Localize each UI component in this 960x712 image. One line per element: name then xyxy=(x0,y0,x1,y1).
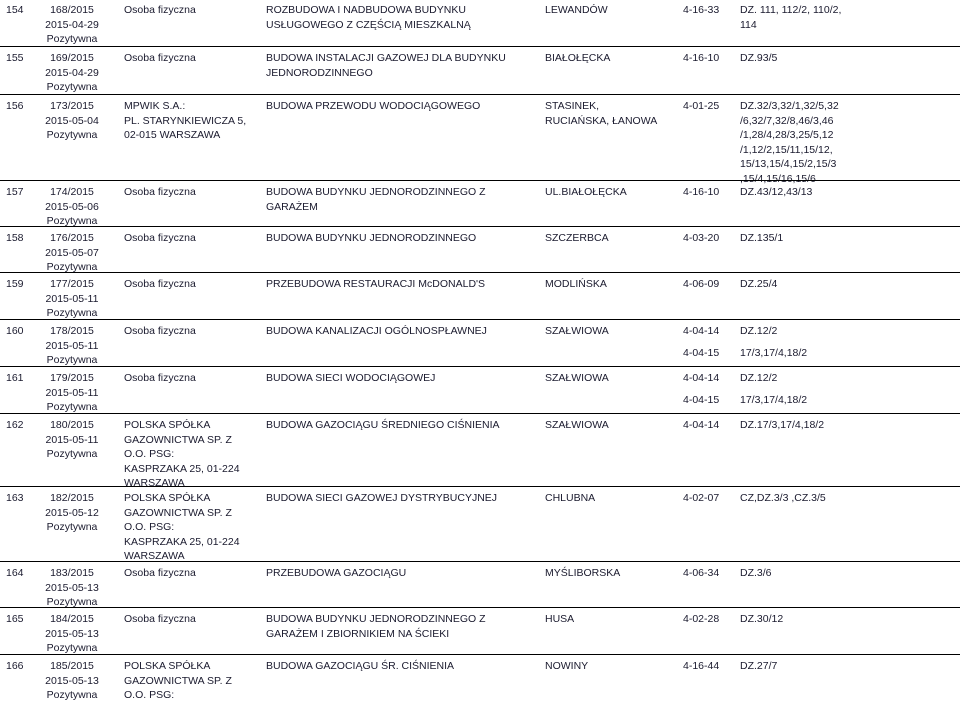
project-description-line: PRZEBUDOWA GAZOCIĄGU xyxy=(266,567,407,579)
investor-line: GAZOWNICTWA SP. Z xyxy=(124,674,232,687)
decision-info xyxy=(37,491,107,535)
decision-info xyxy=(37,566,107,610)
location xyxy=(545,418,609,433)
decision-info xyxy=(37,51,107,95)
project-description-line: GARAŻEM xyxy=(266,200,318,213)
location xyxy=(545,231,609,246)
investor-line: Osoba fizyczna xyxy=(124,372,196,384)
precinct-code xyxy=(683,659,719,674)
precinct-code xyxy=(683,277,719,292)
decision-info-line: 2015-05-11 xyxy=(45,292,99,305)
precinct-code-line: 4-03-20 xyxy=(683,232,720,244)
plot-numbers xyxy=(740,3,841,32)
plot-numbers-line: /1,28/4,28/3,25/5,12 xyxy=(740,129,834,142)
table-row xyxy=(0,607,960,655)
project-description xyxy=(266,566,406,581)
plot-numbers xyxy=(740,185,812,200)
investor-line: KASPRZAKA 25, 01-224 xyxy=(124,535,240,548)
precinct-code: 4-04-15 xyxy=(683,394,720,406)
project-description xyxy=(266,51,506,80)
decision-info-line: Pozytywna xyxy=(46,596,98,609)
project-description xyxy=(266,659,454,674)
table-row xyxy=(0,561,960,608)
decision-info-line: 183/2015 xyxy=(50,567,94,579)
investor-line: Osoba fizyczna xyxy=(124,4,196,16)
precinct-code xyxy=(683,51,719,66)
investor xyxy=(124,491,240,564)
location xyxy=(545,324,609,339)
table-row xyxy=(0,486,960,562)
decision-info-line: 2015-05-11 xyxy=(45,433,99,446)
project-description xyxy=(266,418,500,433)
record-number: 155 xyxy=(6,52,24,64)
location-line: UL.BIAŁOŁĘCKA xyxy=(545,186,627,198)
investor xyxy=(124,185,196,200)
precinct-code xyxy=(683,99,719,114)
project-description-line: ROZBUDOWA I NADBUDOWA BUDYNKU xyxy=(266,4,466,16)
record-number: 158 xyxy=(6,232,24,244)
investor-line: MPWIK S.A.: xyxy=(124,100,186,112)
investor-line: Osoba fizyczna xyxy=(124,325,196,337)
precinct-code: 4-04-15 xyxy=(683,347,720,359)
project-description-line: BUDOWA BUDYNKU JEDNORODZINNEGO xyxy=(266,232,477,244)
plot-numbers-line: CZ,DZ.3/3 ,CZ.3/5 xyxy=(740,492,826,504)
table-row xyxy=(0,226,960,273)
investor xyxy=(124,418,240,491)
project-description xyxy=(266,3,471,32)
investor-line: 02-015 WARSZAWA xyxy=(124,129,221,142)
precinct-code: 4-04-14 xyxy=(683,325,720,337)
project-description xyxy=(266,277,485,292)
precinct-code xyxy=(683,185,719,200)
decision-info-line: 179/2015 xyxy=(50,372,94,384)
investor-line: WARSZAWA xyxy=(124,477,185,490)
plot-numbers-line: DZ.3/6 xyxy=(740,567,772,579)
table-row xyxy=(0,366,960,414)
record-number: 162 xyxy=(6,419,24,431)
record-number: 164 xyxy=(6,567,24,579)
project-description-line: BUDOWA GAZOCIĄGU ŚR. CIŚNIENIA xyxy=(266,660,455,672)
plot-numbers-line: DZ.32/3,32/1,32/5,32 xyxy=(740,100,839,112)
location xyxy=(545,371,609,386)
plot-numbers-line: 114 xyxy=(740,18,757,31)
project-description-line: BUDOWA SIECI WODOCIĄGOWEJ xyxy=(266,372,436,384)
investor-line: Osoba fizyczna xyxy=(124,186,196,198)
investor-line: Osoba fizyczna xyxy=(124,232,196,244)
plot-numbers: DZ.12/2 xyxy=(740,325,778,337)
precinct-code-line: 4-02-07 xyxy=(683,492,720,504)
table-row xyxy=(0,413,960,490)
plot-numbers-line: DZ.135/1 xyxy=(740,232,784,244)
decision-info-line: 174/2015 xyxy=(50,186,94,198)
project-description-line: GARAŻEM I ZBIORNIKIEM NA ŚCIEKI xyxy=(266,627,450,640)
decision-info-line: Pozytywna xyxy=(46,307,98,320)
decision-info xyxy=(37,185,107,229)
plot-numbers xyxy=(740,277,777,292)
record-number: 159 xyxy=(6,278,24,290)
record-number: 166 xyxy=(6,660,24,672)
precinct-code-line: 4-06-34 xyxy=(683,567,720,579)
location xyxy=(545,3,608,18)
location-line: SZAŁWIOWA xyxy=(545,372,609,384)
project-description-line: BUDOWA PRZEWODU WODOCIĄGOWEGO xyxy=(266,100,481,112)
decision-info-line: 2015-05-11 xyxy=(45,339,99,352)
decision-info-line: 182/2015 xyxy=(50,492,94,504)
location-line: BIAŁOŁĘCKA xyxy=(545,52,611,64)
precinct-code-line: 4-06-09 xyxy=(683,278,720,290)
precinct-code xyxy=(683,491,719,506)
investor xyxy=(124,277,196,292)
decision-info-line: 2015-05-04 xyxy=(45,114,99,127)
decision-info-line: 178/2015 xyxy=(50,325,94,337)
plot-numbers-line: /6,32/7,32/8,46/3,46 xyxy=(740,114,834,127)
decision-info-line: Pozytywna xyxy=(46,261,98,274)
investor-line: GAZOWNICTWA SP. Z xyxy=(124,433,232,446)
plot-numbers xyxy=(740,612,783,627)
investor-line: Osoba fizyczna xyxy=(124,52,196,64)
investor xyxy=(124,99,246,143)
location-line: MODLIŃSKA xyxy=(545,278,607,290)
plot-numbers-line: DZ.43/12,43/13 xyxy=(740,186,813,198)
decision-info xyxy=(37,418,107,462)
location-line: STASINEK, xyxy=(545,100,600,112)
precinct-code xyxy=(683,612,719,627)
investor xyxy=(124,371,196,386)
record-number: 160 xyxy=(6,325,24,337)
investor-line: POLSKA SPÓŁKA xyxy=(124,492,211,504)
decision-info-line: Pozytywna xyxy=(46,448,98,461)
decision-info-line: 2015-05-07 xyxy=(45,246,99,259)
investor xyxy=(124,3,196,18)
precinct-code-line: 4-16-10 xyxy=(683,186,720,198)
decision-info-line: Pozytywna xyxy=(46,129,98,142)
location-line: HUSA xyxy=(545,613,575,625)
location-line: NOWINY xyxy=(545,660,589,672)
location-line: MYŚLIBORSKA xyxy=(545,567,621,579)
record-number: 154 xyxy=(6,4,24,16)
decision-info xyxy=(37,659,107,703)
decision-info-line: 2015-05-11 xyxy=(45,386,99,399)
precinct-code-line: 4-16-33 xyxy=(683,4,720,16)
decision-info xyxy=(37,277,107,321)
investor-line: Osoba fizyczna xyxy=(124,567,196,579)
decision-info-line: 2015-04-29 xyxy=(45,18,99,31)
table-row xyxy=(0,0,960,46)
decision-info-line: 2015-05-06 xyxy=(45,200,99,213)
investor xyxy=(124,566,196,581)
project-description-line: PRZEBUDOWA RESTAURACJI McDONALD'S xyxy=(266,278,486,290)
project-description-line: JEDNORODZINNEGO xyxy=(266,66,373,79)
investor xyxy=(124,612,196,627)
project-description xyxy=(266,231,476,246)
investor-line: POLSKA SPÓŁKA xyxy=(124,419,211,431)
investor-line: Osoba fizyczna xyxy=(124,613,196,625)
plot-numbers-line: /1,12/2,15/11,15/12, xyxy=(740,143,833,156)
decision-info-line: 2015-05-12 xyxy=(45,506,99,519)
project-description-line: BUDOWA GAZOCIĄGU ŚREDNIEGO CIŚNIENIA xyxy=(266,419,500,431)
location-line: RUCIAŃSKA, ŁANOWA xyxy=(545,114,658,127)
project-description-line: BUDOWA BUDYNKU JEDNORODZINNEGO Z xyxy=(266,186,486,198)
plot-numbers-line: 15/13,15/4,15/2,15/3 xyxy=(740,158,837,171)
precinct-code-line: 4-04-14 xyxy=(683,419,720,431)
location xyxy=(545,277,607,292)
investor-line: KASPRZAKA 25, 01-224 xyxy=(124,462,240,475)
decision-info-line: 185/2015 xyxy=(50,660,94,672)
plot-numbers: 17/3,17/4,18/2 xyxy=(740,394,808,406)
plot-numbers xyxy=(740,51,777,66)
plot-numbers xyxy=(740,418,824,433)
decision-info-line: 173/2015 xyxy=(50,100,94,112)
precinct-code-line: 4-16-44 xyxy=(683,660,720,672)
plot-numbers xyxy=(740,491,826,506)
record-number: 165 xyxy=(6,613,24,625)
location-line: SZAŁWIOWA xyxy=(545,419,609,431)
project-description xyxy=(266,371,435,386)
location-line: LEWANDÓW xyxy=(545,4,608,16)
plot-numbers-line: DZ. 111, 112/2, 110/2, xyxy=(740,4,842,16)
decision-info xyxy=(37,612,107,656)
decision-info-line: 177/2015 xyxy=(50,278,94,290)
decision-info-line: Pozytywna xyxy=(46,81,98,94)
location xyxy=(545,491,595,506)
decision-info xyxy=(37,3,107,47)
decision-info-line: Pozytywna xyxy=(46,33,98,46)
decision-info-line: 2015-04-29 xyxy=(45,66,99,79)
plot-numbers-line: DZ.17/3,17/4,18/2 xyxy=(740,419,825,431)
location-line: SZCZERBCA xyxy=(545,232,609,244)
decision-info-line: Pozytywna xyxy=(46,689,98,702)
record-number: 161 xyxy=(6,372,24,384)
plot-numbers xyxy=(740,659,777,674)
decision-info-line: 2015-05-13 xyxy=(45,627,99,640)
investor-line: PL. STARYNKIEWICZA 5, xyxy=(124,114,247,127)
location xyxy=(545,185,627,200)
investor-line: O.O. PSG: xyxy=(124,448,175,461)
precinct-code xyxy=(683,231,719,246)
precinct-code xyxy=(683,418,719,433)
plot-numbers-line: DZ.25/4 xyxy=(740,278,778,290)
decision-info xyxy=(37,371,107,415)
location-line: CHLUBNA xyxy=(545,492,596,504)
table-row xyxy=(0,319,960,367)
table-row xyxy=(0,46,960,95)
project-description-line: BUDOWA SIECI GAZOWEJ DYSTRYBUCYJNEJ xyxy=(266,492,498,504)
location xyxy=(545,99,657,128)
investor-line: WARSZAWA xyxy=(124,550,185,563)
record-number: 157 xyxy=(6,186,24,198)
precinct-code xyxy=(683,3,719,18)
decision-info-line: 169/2015 xyxy=(50,52,94,64)
decision-info-line: Pozytywna xyxy=(46,642,98,655)
investor xyxy=(124,51,196,66)
precinct-code-line: 4-01-25 xyxy=(683,100,720,112)
location xyxy=(545,612,574,627)
decision-info-line: Pozytywna xyxy=(46,521,98,534)
decision-info-line: 176/2015 xyxy=(50,232,94,244)
project-description-line: BUDOWA KANALIZACJI OGÓLNOSPŁAWNEJ xyxy=(266,325,487,337)
project-description xyxy=(266,99,480,114)
decision-info xyxy=(37,99,107,143)
location xyxy=(545,566,620,581)
table-row xyxy=(0,654,960,712)
plot-numbers-line: ,15/4,15/16,15/6 xyxy=(740,172,816,185)
record-number: 156 xyxy=(6,100,24,112)
location-line: SZAŁWIOWA xyxy=(545,325,609,337)
decision-info-line: 168/2015 xyxy=(50,4,94,16)
plot-numbers-line: DZ.93/5 xyxy=(740,52,778,64)
location xyxy=(545,659,588,674)
project-description-line: BUDOWA BUDYNKU JEDNORODZINNEGO Z xyxy=(266,613,486,625)
location xyxy=(545,51,610,66)
plot-numbers xyxy=(740,231,783,246)
plot-numbers xyxy=(740,99,839,187)
investor xyxy=(124,659,232,703)
plot-numbers-line: DZ.27/7 xyxy=(740,660,778,672)
table-row xyxy=(0,272,960,320)
precinct-code-line: 4-02-28 xyxy=(683,613,720,625)
decision-info-line: 184/2015 xyxy=(50,613,94,625)
precinct-code: 4-04-14 xyxy=(683,372,720,384)
investor-line: POLSKA SPÓŁKA xyxy=(124,660,211,672)
decision-info-line: Pozytywna xyxy=(46,215,98,228)
project-description xyxy=(266,491,497,506)
plot-numbers-line: DZ.30/12 xyxy=(740,613,784,625)
decision-info-line: 2015-05-13 xyxy=(45,581,99,594)
plot-numbers xyxy=(740,566,772,581)
project-description xyxy=(266,324,487,339)
precinct-code-line: 4-16-10 xyxy=(683,52,720,64)
project-description xyxy=(266,612,486,641)
table-row xyxy=(0,94,960,185)
project-description-line: USŁUGOWEGO Z CZĘŚCIĄ MIESZKALNĄ xyxy=(266,18,471,31)
precinct-code xyxy=(683,566,719,581)
investor xyxy=(124,324,196,339)
decision-info-line: Pozytywna xyxy=(46,354,98,367)
decision-info xyxy=(37,324,107,368)
plot-numbers: 17/3,17/4,18/2 xyxy=(740,347,808,359)
investor-line: O.O. PSG: xyxy=(124,521,175,534)
decision-info xyxy=(37,231,107,275)
table-row xyxy=(0,180,960,227)
decision-info-line: 2015-05-13 xyxy=(45,674,99,687)
investor xyxy=(124,231,196,246)
investor-line: O.O. PSG: xyxy=(124,689,175,702)
project-description-line: BUDOWA INSTALACJI GAZOWEJ DLA BUDYNKU xyxy=(266,52,506,64)
investor-line: Osoba fizyczna xyxy=(124,278,196,290)
investor-line: GAZOWNICTWA SP. Z xyxy=(124,506,232,519)
project-description xyxy=(266,185,486,214)
decision-info-line: 180/2015 xyxy=(50,419,94,431)
record-number: 163 xyxy=(6,492,24,504)
decision-info-line: Pozytywna xyxy=(46,401,98,414)
plot-numbers: DZ.12/2 xyxy=(740,372,778,384)
